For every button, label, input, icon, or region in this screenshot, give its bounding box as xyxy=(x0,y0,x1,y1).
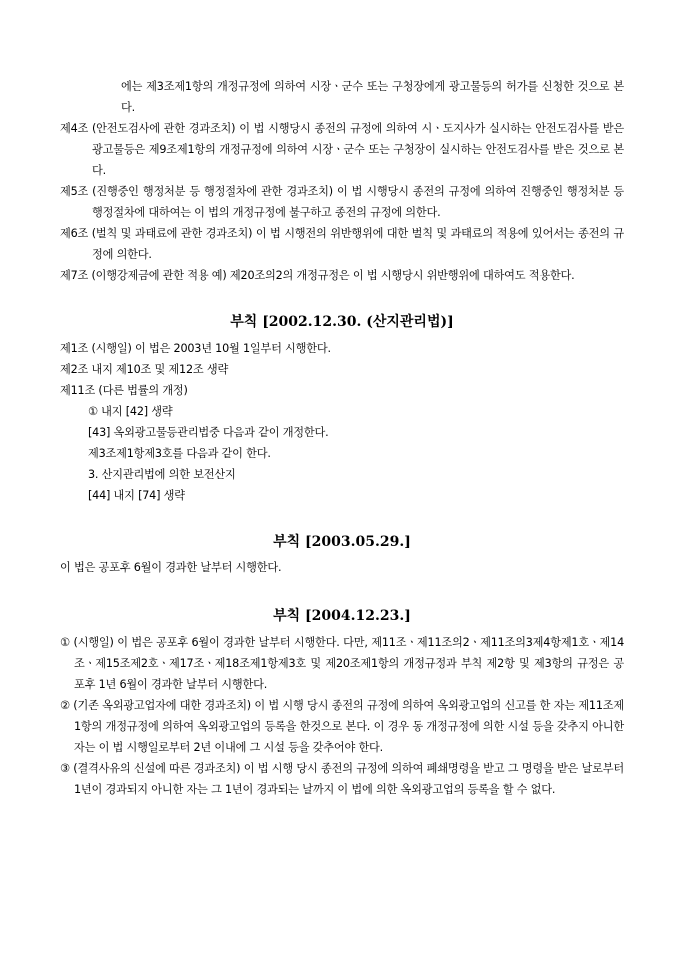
addendum-2004-item-2: ② (기존 옥외광고업자에 대한 경과조치) 이 법 시행 당시 종전의 규정에 의하여 옥외광고업의 신고를 한 자는 제11조제1항의 개정규정에 의하여 옥외광고업의 등록을 한것으로 본다. 이 경우 동 개정규정에 의한 시설 등을 갖추지 아니한 자는 이 법 시행일로부터 2년 이내에 그 시설 등을 갖추어야 한다. xyxy=(60,699,624,754)
article-4: 제4조 (안전도검사에 관한 경과조치) 이 법 시행당시 종전의 규정에 의하여 시ㆍ도지사가 실시하는 안전도검사를 받은 광고물등은 제9조제1항의 개정규정에 의하여 시장ㆍ군수 또는 구청장이 실시하는 안전도검사를 받은 것으로 본다. xyxy=(60,122,624,177)
addendum-2002-article-2: 제2조 내지 제10조 및 제12조 생략 xyxy=(60,363,229,376)
addendum-heading-2004: 부칙 [2004.12.23.] xyxy=(273,608,411,624)
addendum-2002-sub-omitted-2: [44] 내지 [74] 생략 xyxy=(88,489,185,502)
article-6: 제6조 (벌칙 및 과태료에 관한 경과조치) 이 법 시행전의 위반행위에 대한 벌칙 및 과태료의 적용에 있어서는 종전의 규정에 의한다. xyxy=(60,227,624,261)
addendum-2002-sub-item-3: 3. 산지관리법에 의한 보전산지 xyxy=(88,468,236,481)
document-page xyxy=(60,76,624,800)
addendum-2004-item-3: ③ (결격사유의 신설에 따른 경과조치) 이 법 시행 당시 종전의 규정에 의하여 폐쇄명령을 받고 그 명령을 받은 날로부터 1년이 경과되지 아니한 자는 그 1년이 경과되는 날까지 이 법에 의한 옥외광고업의 등록을 할 수 없다. xyxy=(60,762,624,796)
addendum-2002-sub-amend: 제3조제1항제3호를 다음과 같이 한다. xyxy=(88,447,271,460)
addendum-2002-article-11: 제11조 (다른 법률의 개정) xyxy=(60,384,188,397)
addendum-heading-2003: 부칙 [2003.05.29.] xyxy=(273,534,411,550)
addendum-2002-sub-43: [43] 옥외광고물등관리법중 다음과 같이 개정한다. xyxy=(88,426,329,439)
article-7: 제7조 (이행강제금에 관한 적용 예) 제20조의2의 개정규정은 이 법 시행당시 위반행위에 대하여도 적용한다. xyxy=(60,269,575,282)
addendum-2002-sub-omitted-1: ① 내지 [42] 생략 xyxy=(88,405,173,418)
article-5: 제5조 (진행중인 행정처분 등 행정절차에 관한 경과조치) 이 법 시행당시 종전의 규정에 의하여 진행중인 행정처분 등 행정절차에 대하여는 이 법의 개정규정에 불구하고 종전의 규정에 의한다. xyxy=(60,185,624,219)
addendum-heading-2002: 부칙 [2002.12.30. (산지관리법)] xyxy=(230,314,454,330)
addendum-2004-item-1: ① (시행일) 이 법은 공포후 6월이 경과한 날부터 시행한다. 다만, 제11조ㆍ제11조의2ㆍ제11조의3제4항제1호ㆍ제14조ㆍ제15조제2호ㆍ제17조ㆍ제18조제1항제3호 및 제20조제1항의 개정규정과 부칙 제2항 및 제3항의 규정은 공포후 1년 6월이 경과한 날부터 시행한다. xyxy=(60,636,624,691)
addendum-2002-article-1: 제1조 (시행일) 이 법은 2003년 10월 1일부터 시행한다. xyxy=(60,342,331,355)
continued-article-text: 에는 제3조제1항의 개정규정에 의하여 시장ㆍ군수 또는 구청장에게 광고물등의 허가를 신청한 것으로 본다. xyxy=(121,80,624,114)
addendum-2003-text: 이 법은 공포후 6월이 경과한 날부터 시행한다. xyxy=(60,561,282,574)
